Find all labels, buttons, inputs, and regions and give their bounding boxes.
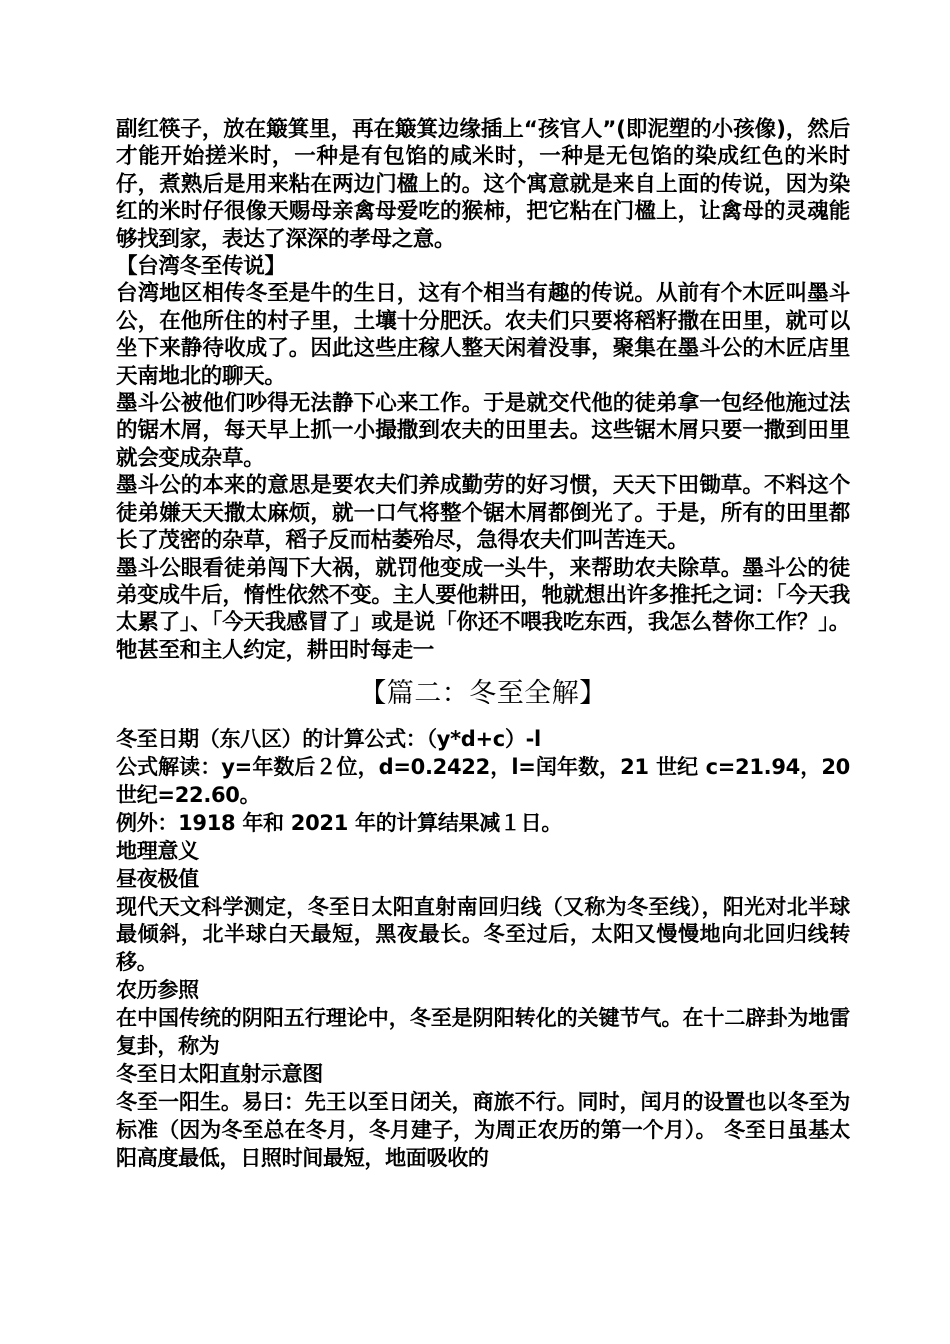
paragraph: 墨斗公眼看徒弟闯下大祸，就罚他变成一头牛，来帮助农夫除草。墨斗公的徒弟变成牛后，惰性依然不变。主人要他耕田，牠就想出许多推托之词：「今天我太累了」、「今天我感冒了」或是说「你还不喂我吃东西，我怎么替你工作？」。牠甚至和主人约定，耕田时每走一: [116, 555, 850, 663]
paragraph: 冬至日期（东八区）的计算公式：（y*d+c）-l: [116, 727, 541, 752]
paragraph: 现代天文科学测定，冬至日太阳直射南回归线（又称为冬至线），阳光对北半球最倾斜，北半球白天最短，黑夜最长。冬至过后，太阳又慢慢地向北回归线转移。: [116, 894, 850, 975]
subheading: 地理意义: [116, 838, 199, 863]
paragraph: 墨斗公被他们吵得无法静下心来工作。于是就交代他的徒弟拿一包经他施过法的锯木屑，每天早上抓一小撮撒到农夫的田里去。这些锯木屑只要一撒到田里就会变成杂草。: [116, 391, 850, 471]
paragraph: 公式解读：y=年数后２位，d=0.2422，l=闰年数，21 世纪 c=21.94，20 世纪=22.60。: [116, 755, 850, 807]
section-one-body: [116, 116, 850, 664]
paragraph: 冬至一阳生。易曰：先王以至日闭关，商旅不行。同时，闰月的设置也以冬至为标准（因为冬至总在冬月，冬月建子，为周正农历的第一个月）。 冬至日虽基太阳高度最低，日照时间最短，地面吸收的: [116, 1089, 850, 1170]
paragraph: 台湾地区相传冬至是牛的生日，这有个相当有趣的传说。从前有个木匠叫墨斗公，在他所住的村子里，土壤十分肥沃。农夫们只要将稻籽撒在田里，就可以坐下来静待收成了。因此这些庄稼人整天闲着没事，聚集在墨斗公的木匠店里天南地北的聊天。: [116, 281, 850, 389]
document-page: [116, 116, 850, 1173]
subheading: 农历参照: [116, 978, 199, 1003]
subheading: 昼夜极值: [116, 866, 199, 891]
paragraph: 在中国传统的阴阳五行理论中，冬至是阴阳转化的关键节气。在十二辟卦为地雷复卦，称为: [116, 1006, 850, 1059]
figure-caption: 冬至日太阳直射示意图: [116, 1062, 323, 1086]
subheading-taiwan-legend: 【台湾冬至传说】: [116, 254, 286, 280]
paragraph: 墨斗公的本来的意思是要农夫们养成勤劳的好习惯，天天下田锄草。不料这个徒弟嫌天天撒太麻烦，就一口气将整个锯木屑都倒光了。于是，所有的田里都长了茂密的杂草，稻子反而枯萎殆尽，急得农夫们叫苦连天。: [116, 473, 850, 554]
section-title: 【篇二：冬至全解】: [359, 678, 607, 710]
paragraph: 副红筷子，放在簸箕里，再在簸箕边缘插上“孩官人”(即泥塑的小孩像)，然后才能开始搓米时，一种是有包馅的咸米时，一种是无包馅的染成红色的米时仔，煮熟后是用来粘在两边门楹上的。这个寓意就是来自上面的传说，因为染红的米时仔很像天赐母亲禽母爱吃的猴柿，把它粘在门楹上，让禽母的灵魂能够找到家，表达了深深的孝母之意。: [116, 117, 850, 252]
section-two-body: [116, 726, 850, 1173]
paragraph: 例外：1918 年和 2021 年的计算结果减１日。: [116, 810, 563, 835]
